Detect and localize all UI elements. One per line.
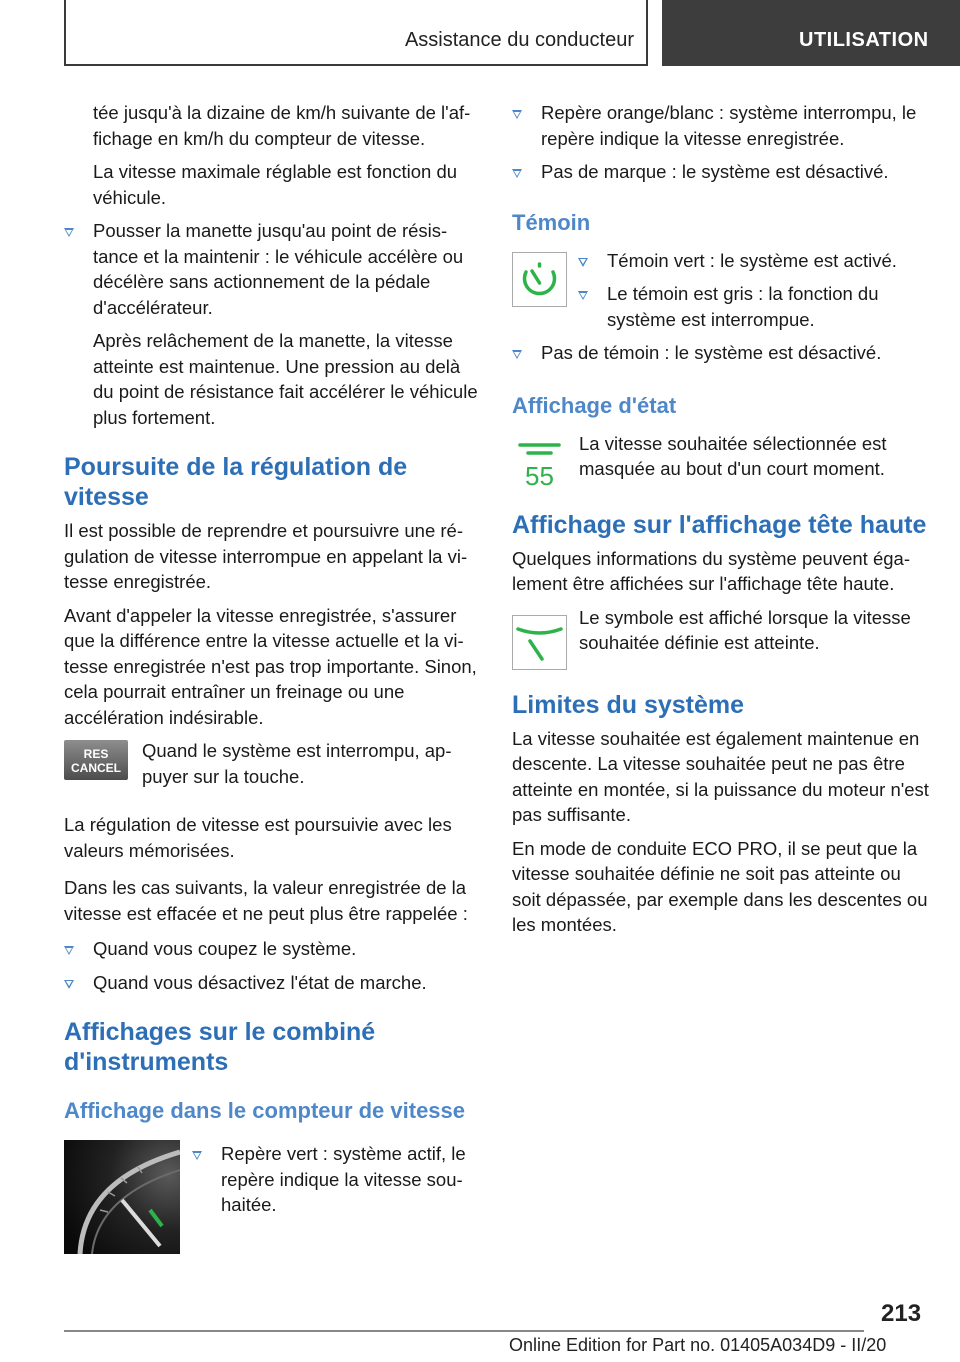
list-item: Le témoin est gris : la fonction du système est interrompue. xyxy=(578,281,932,332)
header-chapter-title: UTILISATION xyxy=(799,29,929,51)
bullet-triangle-icon xyxy=(512,110,522,119)
bullet-triangle-icon xyxy=(512,350,522,359)
paragraph: La vitesse souhaitée est également maintenue en descente. La vitesse souhaitée peut ne pas être atteinte en montée, si la puissance du moteur n'est pas suffisante. xyxy=(512,727,929,825)
bullet-triangle-icon xyxy=(578,258,588,267)
res-cancel-button-icon xyxy=(64,740,128,780)
heading-limites: Limites du système xyxy=(512,690,745,719)
list-item: Pousser la manette jusqu'au point de résistance et la maintenir : le véhicule accélère ou décélère sans actionnement de la pédale d'accélérateur. xyxy=(64,218,480,320)
bullet-triangle-icon xyxy=(64,980,74,989)
heading-affichages: Affichages sur le combiné d'instruments xyxy=(64,1018,376,1076)
tete-row: Le symbole est affiché lorsque la vitesse souhaitée définie est atteinte. xyxy=(512,605,932,656)
list-item: Pas de marque : le système est désactivé. xyxy=(512,159,932,185)
footer-divider xyxy=(64,1330,864,1332)
list-item: Repère vert : système actif, le repère indique la vitesse souhaitée. xyxy=(192,1136,480,1218)
paragraph: Quelques informations du système peuvent également être affichées sur l'affichage tête haute. xyxy=(512,547,910,594)
list-item: Témoin vert : le système est activé. xyxy=(578,248,932,274)
heading-tete: Affichage sur l'affichage tête haute xyxy=(512,510,927,539)
res-label: RES xyxy=(83,747,109,761)
cancel-label: CANCEL xyxy=(71,761,121,775)
list-item: Quand vous coupez le système. xyxy=(64,936,480,962)
temoin-row xyxy=(512,248,932,333)
header-section-title: Assistance du conducteur xyxy=(404,29,634,51)
res-cancel-row: RES CANCEL Quand le système est interrompu, appuyer sur la touche. xyxy=(64,738,480,804)
left-column xyxy=(64,100,480,1254)
paragraph: La régulation de vitesse est poursuivie avec les valeurs mémorisées. xyxy=(64,814,452,861)
paragraph: Dans les cas suivants, la valeur enregistrée de la vitesse est effacée et ne peut plus être rappelée : xyxy=(64,877,468,924)
speed-status-number: 55 xyxy=(525,460,554,489)
speedometer-row xyxy=(64,1136,480,1254)
heading-etat: Affichage d'état xyxy=(512,392,677,418)
paragraph: Avant d'appeler la vitesse enregistrée, s'assurer que la différence entre la vitesse actuelle et la vitesse enregistrée n'est pas trop importante. Sinon, cela pourrait entraîner un freinage ou une accélération indésirable. xyxy=(64,604,477,728)
etat-row: 55 La vitesse souhaitée sélectionnée est masquée au bout d'un court moment. xyxy=(512,431,932,482)
list-item: Pas de témoin : le système est désactivé. xyxy=(512,340,932,366)
cruise-control-indicator-icon xyxy=(512,252,567,307)
bullet-triangle-icon xyxy=(64,228,74,237)
heading-poursuite: Poursuite de la régulation de vitesse xyxy=(64,453,408,511)
hud-speed-symbol-icon xyxy=(512,615,567,670)
paragraph: En mode de conduite ECO PRO, il se peut que la vitesse souhaitée définie ne soit pas atteinte ou soit dépassée, par exemple dans les descentes ou les montées. xyxy=(512,837,928,935)
edition-text: Online Edition for Part no. 01405A034D9 - II/20 xyxy=(509,1335,887,1355)
list-item: Quand vous désactivez l'état de marche. xyxy=(64,970,480,996)
right-column xyxy=(512,100,932,946)
list-item: Repère orange/blanc : système interrompu, le repère indique la vitesse enregistrée. xyxy=(512,100,932,151)
max-speed-paragraph: La vitesse maximale réglable est fonction du véhicule. xyxy=(93,161,458,208)
continued-paragraph: tée jusqu'à la dizaine de km/h suivante de l'affichage en km/h du compteur de vitesse. xyxy=(93,102,471,149)
bullet-triangle-icon xyxy=(64,946,74,955)
bullet-triangle-icon xyxy=(578,291,588,300)
paragraph: Il est possible de reprendre et poursuivre une régulation de vitesse interrompue en appelant la vitesse enregistrée. xyxy=(64,520,468,592)
heading-compteur: Affichage dans le compteur de vitesse xyxy=(64,1098,466,1123)
page-number: 213 xyxy=(881,1300,922,1327)
release-paragraph: Après relâchement de la manette, la vitesse atteinte est maintenue. Une pression au delà du point de résistance fait accélérer le véhicule plus fortement. xyxy=(93,330,478,428)
bullet-triangle-icon xyxy=(192,1151,202,1160)
bullet-triangle-icon xyxy=(512,169,522,178)
heading-temoin: Témoin xyxy=(512,209,591,235)
speed-status-icon xyxy=(512,441,567,489)
speedometer-image xyxy=(64,1140,180,1254)
header-section-tab xyxy=(64,0,648,66)
header-chapter-tab xyxy=(662,0,960,66)
